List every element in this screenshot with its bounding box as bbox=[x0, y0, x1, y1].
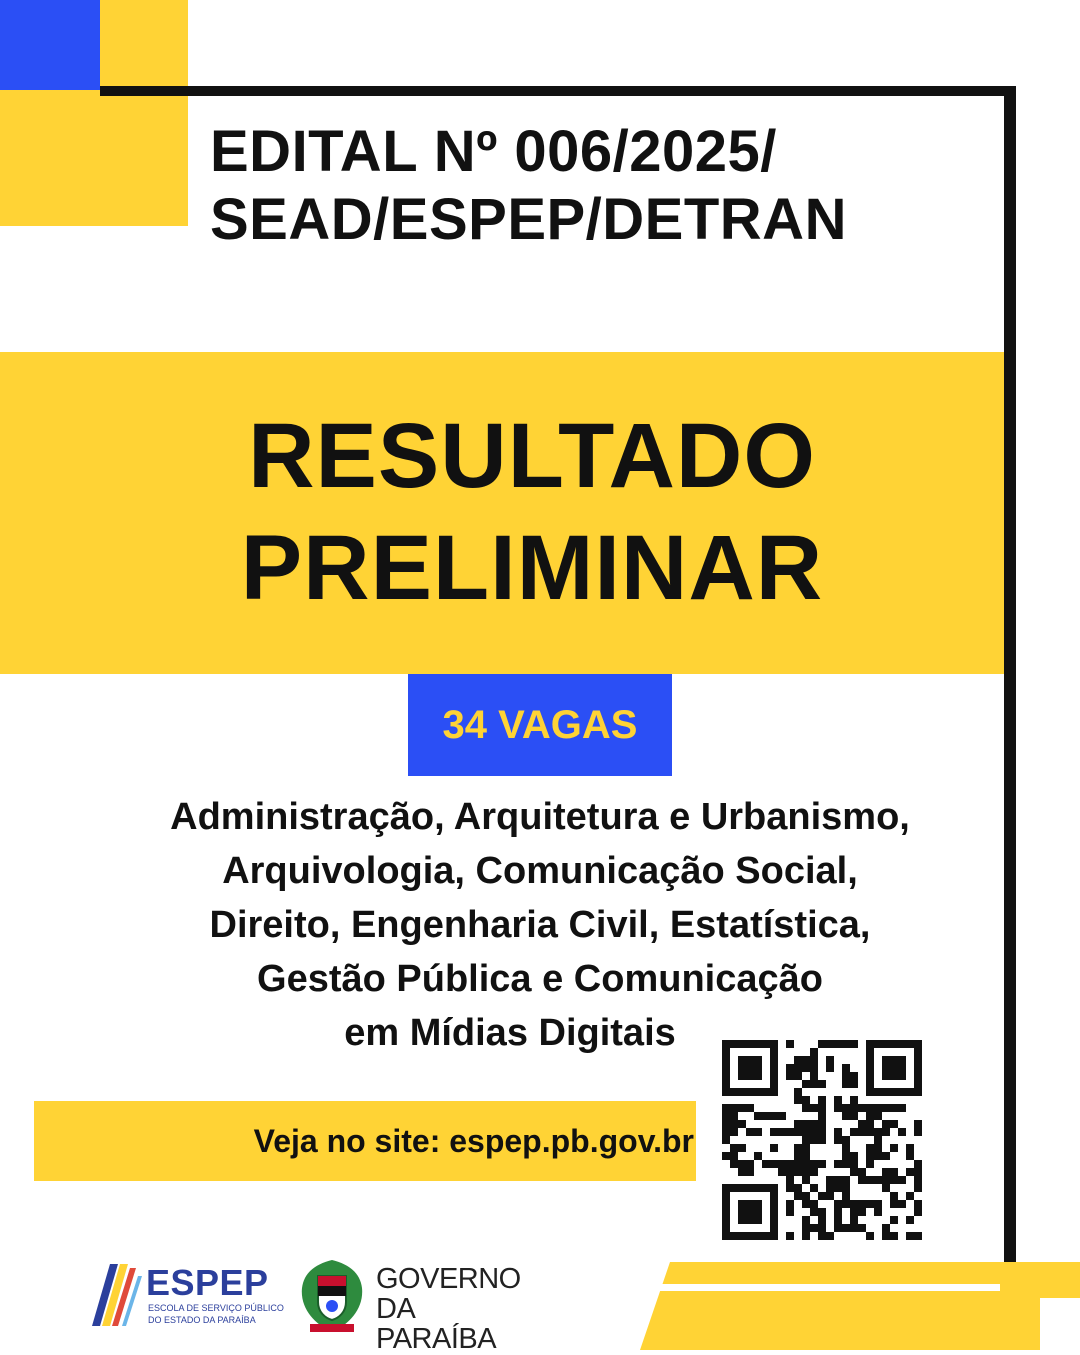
edital-line-2: SEAD/ESPEP/DETRAN bbox=[210, 187, 847, 252]
espep-subtitle-line: ESCOLA DE SERVIÇO PÚBLICO bbox=[148, 1303, 284, 1313]
espep-subtitle-line: DO ESTADO DA PARAÍBA bbox=[148, 1315, 256, 1325]
governo-text bbox=[376, 1264, 536, 1354]
governo-line: GOVERNO bbox=[376, 1263, 521, 1295]
corner-blue-block bbox=[0, 0, 100, 90]
frame-right-line bbox=[1004, 86, 1016, 1298]
course-line: Gestão Pública e Comunicação bbox=[257, 958, 823, 1000]
course-line: em Mídias Digitais bbox=[344, 1012, 676, 1054]
bottom-yellow-shape bbox=[640, 1262, 1080, 1350]
result-line-2: PRELIMINAR bbox=[240, 517, 824, 619]
edital-line-1: EDITAL Nº 006/2025/ bbox=[210, 119, 777, 184]
frame-top-line bbox=[100, 86, 1016, 96]
vagas-label: 34 VAGAS bbox=[442, 703, 638, 747]
course-line: Arquivologia, Comunicação Social, bbox=[222, 850, 858, 892]
result-title bbox=[0, 400, 1064, 624]
site-link[interactable]: Veja no site: espep.pb.gov.br bbox=[253, 1123, 694, 1159]
course-line: Administração, Arquitetura e Urbanismo, bbox=[170, 796, 910, 838]
course-line: Direito, Engenharia Civil, Estatística, bbox=[209, 904, 871, 946]
result-line-1: RESULTADO bbox=[248, 405, 816, 507]
governo-paraiba-logo bbox=[296, 1258, 536, 1355]
espep-logo bbox=[88, 1256, 288, 1332]
governo-line: DA PARAÍBA bbox=[376, 1293, 497, 1355]
espep-subtitle bbox=[148, 1302, 284, 1326]
paraiba-coat-of-arms-icon bbox=[296, 1258, 368, 1336]
qr-code-icon[interactable] bbox=[722, 1040, 922, 1240]
espep-stripes-icon bbox=[88, 1258, 144, 1328]
espep-name: ESPEP bbox=[146, 1262, 269, 1303]
edital-heading bbox=[210, 118, 990, 254]
courses-list bbox=[60, 790, 1020, 1060]
